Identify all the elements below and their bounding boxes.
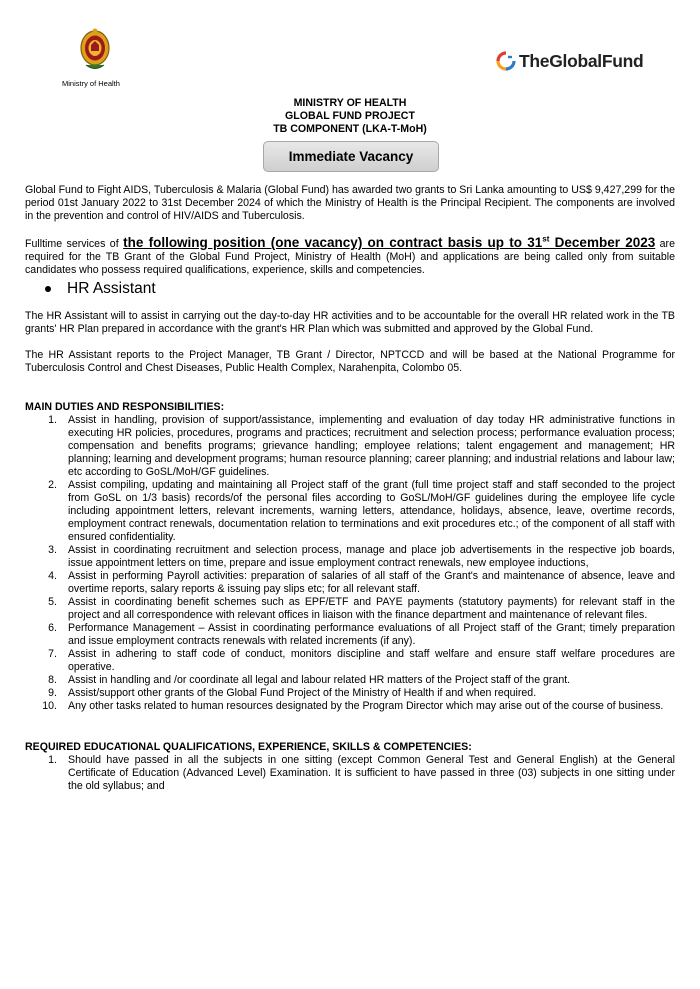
list-item-text: Assist in handling and /or coordinate all legal and labour related HR matters of the Project staff of the grant.: [68, 674, 571, 686]
list-item-text: Assist in coordinating recruitment and selection process, manage and place job advertisements in the respective job boards, issue appointment letters on time, prepare and issue employment contract renewals, new employee inductions,: [68, 544, 675, 569]
list-item-text: Any other tasks related to human resources designated by the Program Director which may arise out of the course of business.: [68, 700, 664, 712]
qualifications-list: [25, 754, 675, 793]
intro-paragraph: Global Fund to Fight AIDS, Tuberculosis & Malaria (Global Fund) has awarded two grants to Sri Lanka amounting to US$ 9,427,299 for the period 01st January 2022 to 31st December 2024 of which the Ministry of Health is the Principal Recipient. The components are involved in the prevention and control of HIV/AIDS and Tuberculosis.: [25, 184, 675, 222]
list-item-number: 10.: [42, 700, 57, 712]
fulltime-emphasis-text: the following position (one vacancy) on contract basis up to 31: [123, 235, 543, 250]
global-fund-logo: [496, 50, 643, 72]
list-item-text: Assist in handling, provision of support/assistance, implementing and evaluation of day today HR administrative functions in executing HR policies, procedures, programs and practices; recruitment and selection process; performance evaluation process; compensation and benefits programs; grievance handling; employee relations; talent engagement and management; HR planning; learning and development programs; human resource planning; career planning; and industrial relations and labour law; etc according to GoSL/MoH/GF guidelines.: [68, 414, 675, 478]
list-item-number: 7.: [48, 648, 57, 660]
list-item: [25, 596, 675, 622]
list-item-text: Assist in coordinating benefit schemes such as EPF/ETF and PAYE payments (statutory payments) for relevant staff in the project and all correspondence with relevant offices in liaison with the finance department and maintenance of relevant files.: [68, 596, 675, 621]
title-component: TB COMPONENT (LKA-T-MoH): [273, 123, 427, 135]
fulltime-rest: are required for the TB Grant of the Global Fund Project, Ministry of Health (MoH) and applications are being called only from suitable candidates who possess required qualifications, experience, skills and competencies.: [25, 238, 675, 276]
fulltime-emphasis-sup: st: [542, 234, 550, 244]
list-item: [25, 414, 675, 479]
list-item: [25, 754, 675, 793]
document-header: [0, 0, 700, 95]
reporting-description: The HR Assistant reports to the Project Manager, TB Grant / Director, NPTCCD and will be based at the National Programme for Tuberculosis Control and Chest Diseases, Public Health Complex, Narahenpita, Colombo 05.: [25, 349, 675, 374]
list-item-text: Assist/support other grants of the Global Fund Project of the Ministry of Health if and when required.: [68, 687, 537, 699]
title-ministry: MINISTRY OF HEALTH: [293, 97, 407, 109]
list-item: [25, 700, 675, 713]
bullet-icon: [45, 286, 51, 292]
duties-list: [25, 414, 675, 713]
position-bullet: [45, 279, 675, 299]
list-item-number: 3.: [48, 544, 57, 556]
fulltime-paragraph: [25, 236, 675, 277]
role-description: The HR Assistant will to assist in carrying out the day-to-day HR activities and to be accountable for the overall HR related work in the TB grants' HR Plan prepared in accordance with the grant's HR Plan which was submitted and approved by the Global Fund.: [25, 310, 675, 335]
list-item-number: 6.: [48, 622, 57, 634]
list-item: [25, 622, 675, 648]
list-item: [25, 544, 675, 570]
qualifications-heading: REQUIRED EDUCATIONAL QUALIFICATIONS, EXPERIENCE, SKILLS & COMPETENCIES:: [25, 741, 472, 753]
list-item: [25, 479, 675, 544]
list-item: [25, 648, 675, 674]
list-item: [25, 570, 675, 596]
ministry-logo-caption: Ministry of Health: [62, 79, 120, 88]
fulltime-emphasis-end: December 2023: [549, 235, 656, 250]
duties-heading: MAIN DUTIES AND RESPONSIBILITIES:: [25, 401, 225, 413]
list-item-number: 5.: [48, 596, 57, 608]
fulltime-prefix: Fulltime services of: [25, 238, 124, 250]
list-item-number: 8.: [48, 674, 57, 686]
list-item-number: 1.: [48, 754, 57, 766]
list-item-number: 4.: [48, 570, 57, 582]
document-body: [25, 184, 675, 793]
fulltime-emphasis: [123, 235, 655, 250]
list-item-number: 1.: [48, 414, 57, 426]
sri-lanka-emblem-icon: [78, 28, 112, 72]
list-item-text: Assist in adhering to staff code of conduct, monitors discipline and staff welfare and ensure staff welfare procedures are operative.: [68, 648, 675, 673]
document-title-block: [0, 97, 700, 136]
title-project: GLOBAL FUND PROJECT: [285, 110, 415, 122]
global-fund-mark-icon: [496, 51, 516, 71]
position-title: HR Assistant: [67, 280, 156, 297]
list-item-text: Should have passed in all the subjects in one sitting (except Common General Test and General English) at the General Certificate of Education (Advanced Level) Examination. It is sufficient to have passed in three (03) subjects in one sitting under the old syllabus; and: [68, 754, 675, 792]
list-item-text: Assist compiling, updating and maintaining all Project staff of the grant (full time project staff and staff seconded to the project from GoSL on 1/3 basis) records/of the personal files according to GoSL/MoH/GF guidelines during the employee life cycle including appointment letters, relevant increments, warning letters, attendance, holidays, absence, leave, overtime records, employment contract renewals, documentation relation to terminations and exit procedures etc.; of the component of all staff with ensured confidentiality.: [68, 479, 675, 543]
list-item-text: Assist in performing Payroll activities: preparation of salaries of all staff of the Grant's and maintenance of absence, leave and overtime reports, salary reports & issuing pay slips etc; for all relevant staff.: [68, 570, 675, 595]
list-item-number: 9.: [48, 687, 57, 699]
list-item: [25, 674, 675, 687]
immediate-vacancy-banner: Immediate Vacancy: [263, 141, 439, 172]
list-item-text: Performance Management – Assist in coordinating performance evaluations of all Project staff of the Grant; timely preparation and issue employment contracts renewals with related increments (if any).: [68, 622, 675, 647]
global-fund-logo-text: TheGlobalFund: [519, 50, 644, 71]
list-item-number: 2.: [48, 479, 57, 491]
list-item: [25, 687, 675, 700]
